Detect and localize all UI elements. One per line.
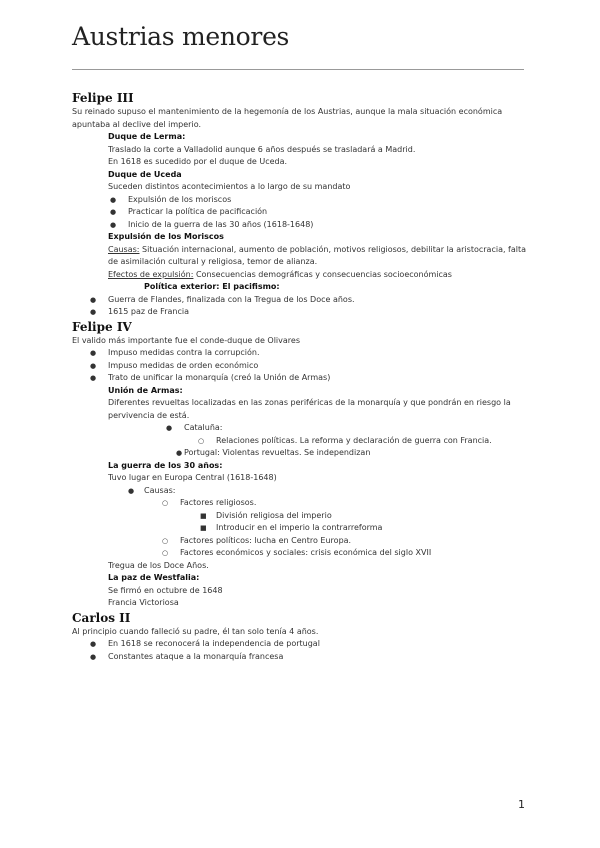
bullet-icon: ●: [90, 295, 97, 304]
guerra-text: Tuvo lugar en Europa Central (1618-1648): [108, 473, 277, 482]
paz-line: Francia Victoriosa: [108, 598, 179, 607]
guerra-heading: La guerra de los 30 años:: [108, 460, 223, 470]
lerma-line: En 1618 es sucedido por el duque de Uceda.: [108, 157, 288, 166]
paz-line: Se firmó en octubre de 1648: [108, 585, 223, 595]
list-item: ● 1615 paz de Francia: [108, 306, 532, 319]
bullet-icon: ●: [90, 361, 97, 370]
union-list: [72, 422, 532, 460]
bullet-icon: ●: [110, 220, 117, 229]
causas-label: Causas:: [108, 244, 140, 254]
list-item: ● Portugal: Violentas revueltas. Se independizan: [184, 447, 532, 460]
union-heading: Unión de Armas:: [108, 385, 183, 395]
list-item: ● En 1618 se reconocerá la independencia de portugal: [108, 638, 532, 651]
efectos-text: Consecuencias demográficas y consecuencias socioeconómicas: [193, 269, 452, 279]
bullet-icon: ●: [110, 208, 117, 216]
bullet-icon: ●: [90, 349, 97, 357]
section-heading-felipe-iv: Felipe IV: [72, 319, 132, 334]
carlos-ii-intro: Al principio cuando falleció su padre, él tan solo tenía 4 años.: [72, 626, 319, 636]
uceda-list: [72, 194, 532, 232]
pacifismo-heading: Política exterior: El pacifismo:: [144, 282, 280, 291]
section-heading-felipe-iii: Felipe III: [72, 91, 134, 105]
felipe-iv-list: [72, 347, 532, 385]
moriscos-heading: Expulsión de los Moriscos: [108, 232, 224, 241]
efectos-label: Efectos de expulsión:: [108, 269, 194, 279]
felipe-iv-intro: El valido más importante fue el conde-duque de Olivares: [72, 335, 300, 345]
bullet-icon: ●: [90, 652, 97, 661]
lerma-line: Traslado la corte a Valladolid aunque 6 años después se trasladará a Madrid.: [108, 144, 416, 154]
document-body: [72, 90, 532, 663]
list-item: ● Impuso medidas de orden económico: [108, 360, 532, 373]
bullet-icon: ●: [90, 308, 97, 316]
efectos-paragraph: [108, 269, 532, 282]
list-item: ● Trato de unificar la monarquía (creó la Unión de Armas): [108, 372, 532, 385]
paz-heading: La paz de Westfalia:: [108, 573, 200, 582]
union-text: Diferentes revueltas localizadas en las zonas periféricas de la monarquía y que pondrán en riesgo la pervivencia de está.: [108, 398, 511, 420]
list-item: ○ Factores políticos: lucha en Centro Europa.: [180, 535, 532, 548]
list-item: ● Constantes ataque a la monarquía francesa: [108, 651, 532, 664]
list-item: ● Practicar la política de pacificación: [128, 206, 532, 219]
pacifismo-list: [72, 294, 532, 319]
circle-bullet-icon: ○: [162, 549, 169, 557]
bullet-icon: ●: [128, 486, 135, 495]
bullet-icon: ●: [110, 195, 117, 204]
circle-bullet-icon: ○: [162, 499, 169, 507]
bullet-icon: ●: [176, 449, 183, 457]
list-item: ○ Relaciones políticas. La reforma y declaración de guerra con Francia.: [216, 435, 532, 448]
section-heading-carlos-ii: Carlos II: [72, 610, 131, 625]
bullet-icon: ●: [90, 374, 97, 382]
list-item: ● Expulsión de los moriscos: [128, 194, 532, 207]
square-bullet-icon: ■: [200, 524, 207, 532]
list-item: ● Causas:: [144, 485, 532, 498]
list-item: ○ Factores económicos y sociales: crisis económica del siglo XVII: [180, 547, 532, 560]
list-item: ● Inicio de la guerra de las 30 años (1618-1648): [128, 219, 532, 232]
circle-bullet-icon: ○: [198, 436, 205, 445]
guerra-list: [72, 485, 532, 560]
list-item: ■ División religiosa del imperio: [216, 510, 532, 523]
tregua-text: Tregua de los Doce Años.: [108, 560, 209, 570]
causas-paragraph: [108, 244, 532, 269]
uceda-heading: Duque de Uceda: [108, 169, 182, 179]
list-item: ● Cataluña:: [184, 422, 532, 435]
list-item: ● Guerra de Flandes, finalizada con la Tregua de los Doce años.: [108, 294, 532, 307]
page-number: 1: [518, 798, 525, 811]
carlos-ii-list: [72, 638, 532, 663]
square-bullet-icon: ■: [200, 511, 207, 520]
bullet-icon: ●: [90, 640, 97, 648]
list-item: ● Impuso medidas contra la corrupción.: [108, 347, 532, 360]
list-item: ○ Factores religiosos.: [180, 497, 532, 510]
uceda-text: Suceden distintos acontecimientos a lo largo de su mandato: [108, 182, 351, 191]
bullet-icon: ●: [166, 424, 173, 432]
lerma-heading: Duque de Lerma:: [108, 132, 186, 141]
circle-bullet-icon: ○: [162, 536, 169, 545]
list-item: ■ Introducir en el imperio la contrarreforma: [216, 522, 532, 535]
causas-text: Situación internacional, aumento de población, motivos religiosos, debilitar la aristocracia, falta de asimilación cultural y religiosa, temor de alianza.: [108, 244, 527, 266]
felipe-iii-intro: Su reinado supuso el mantenimiento de la hegemonía de los Austrias, aunque la mala situación económica apuntaba al declive del imperio.: [72, 107, 503, 129]
title-divider: [72, 69, 524, 70]
page-title: Austrias menores: [72, 22, 290, 51]
